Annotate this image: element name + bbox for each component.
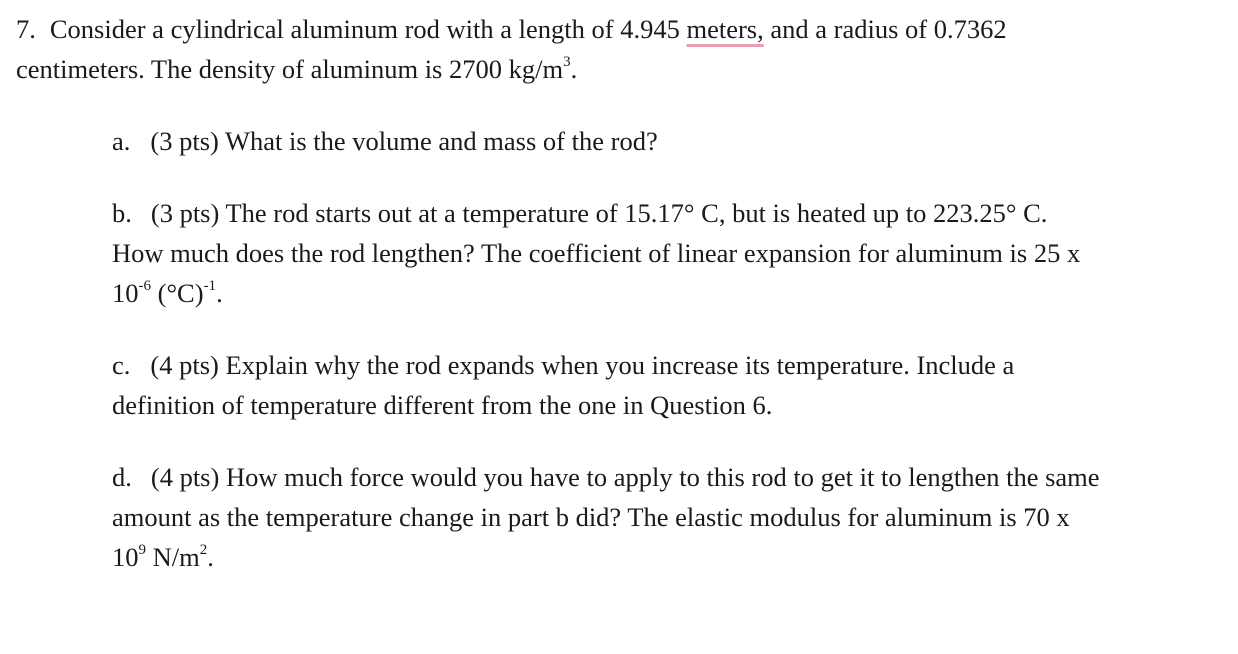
part-d-unit-superscript: 2 (199, 542, 208, 559)
part-b-unit-superscript: -1 (203, 278, 217, 295)
part-b-line-1 (112, 198, 1047, 228)
question-text-line-2: centimeters. The density of aluminum is 2700 kg/m (16, 54, 564, 84)
part-b-text-2: How much does the rod lengthen? The coefficient of linear expansion for aluminum is 25 x (112, 238, 1081, 268)
part-b-label: b. (112, 198, 132, 228)
question-text-end: and a radius of 0.7362 (763, 14, 1007, 44)
part-b-exp-superscript: -6 (138, 278, 151, 295)
part-b-text-1: (3 pts) The rod starts out at a temperature of 15.17° C, but is heated up to 223.25° C. (150, 198, 1048, 228)
part-d-exp-base: 10 (112, 542, 139, 572)
part-d-label: d. (112, 462, 132, 492)
spellcheck-flagged-word[interactable]: meters, (686, 14, 764, 44)
cubed-superscript: 3 (563, 54, 571, 71)
part-b-line-2 (112, 238, 1080, 268)
part-d-line-1 (112, 462, 1100, 492)
part-b-unit: (°C) (151, 278, 204, 308)
part-a (112, 126, 658, 156)
part-d-text-1: (4 pts) How much force would you have to apply to this rod to get it to lengthen the same (150, 462, 1100, 492)
part-c-text-2: definition of temperature different from the one in Question 6. (112, 390, 773, 420)
question-text-start: Consider a cylindrical aluminum rod with a length of 4.945 (49, 14, 687, 44)
part-c-text-1: (4 pts) Explain why the rod expands when you increase its temperature. Include a (150, 350, 1015, 380)
question-7-line-1 (16, 14, 1007, 44)
part-b-line-3 (112, 278, 223, 308)
period: . (570, 54, 578, 84)
part-c-line-1 (112, 350, 1014, 380)
part-c-label: c. (112, 350, 131, 380)
part-b-exp-base: 10 (112, 278, 139, 308)
question-number: 7. (16, 14, 36, 44)
part-d-line-2 (112, 502, 1070, 532)
period: . (207, 542, 214, 572)
question-7-line-2 (16, 54, 577, 84)
part-a-text: (3 pts) What is the volume and mass of the rod? (150, 126, 658, 156)
part-c-line-2 (112, 390, 772, 420)
part-a-label: a. (112, 126, 131, 156)
period: . (216, 278, 223, 308)
part-d-unit: N/m (146, 542, 200, 572)
part-d-exp-superscript: 9 (138, 542, 146, 559)
part-d-line-3 (112, 542, 214, 572)
part-d-text-2: amount as the temperature change in part b did? The elastic modulus for aluminum is 70 x (112, 502, 1070, 532)
